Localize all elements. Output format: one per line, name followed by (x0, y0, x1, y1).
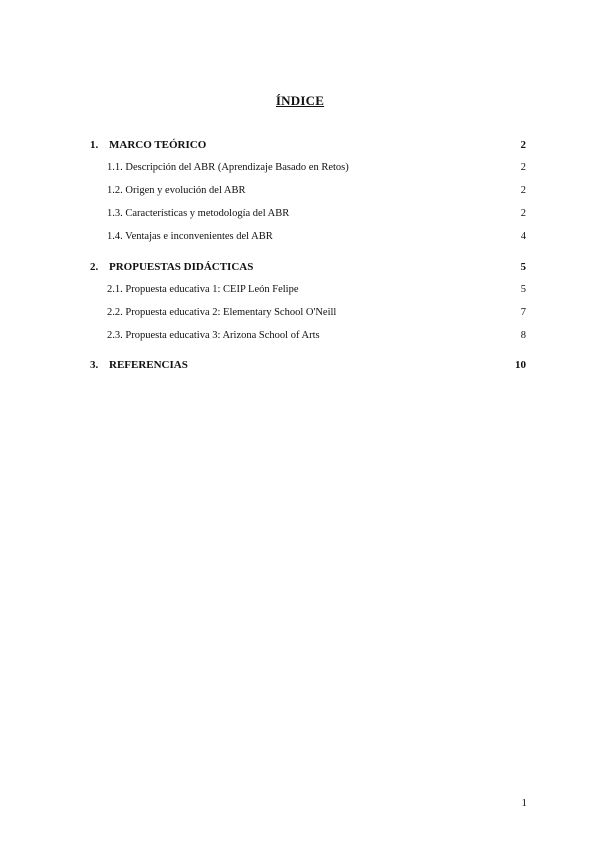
toc-item[interactable] (90, 206, 526, 222)
section-page-number: 5 (520, 261, 526, 273)
toc-item-page: 2 (520, 185, 526, 196)
toc-item-label: 2.2. Propuesta educativa 2: Elementary School O'Neill (107, 307, 337, 318)
toc-item-page: 2 (520, 208, 526, 219)
table-of-contents (90, 137, 526, 371)
toc-section-propuestas-didacticas[interactable] (90, 259, 526, 275)
toc-item[interactable] (90, 183, 526, 199)
section-label: PROPUESTAS DIDÁCTICAS (109, 261, 254, 273)
toc-item[interactable] (90, 328, 526, 344)
section-number: 3. (90, 359, 99, 371)
toc-item-label: 1.2. Origen y evolución del ABR (107, 185, 246, 196)
toc-item-label: 2.1. Propuesta educativa 1: CEIP León Felipe (107, 284, 299, 295)
toc-item-label: 1.1. Descripción del ABR (Aprendizaje Basado en Retos) (107, 162, 349, 173)
page-title: ÍNDICE (275, 93, 325, 108)
toc-item-label: 1.4. Ventajas e inconvenientes del ABR (107, 231, 273, 242)
toc-item-label: 1.3. Características y metodología del ABR (107, 208, 290, 219)
toc-item-page: 8 (520, 330, 526, 341)
section-label: MARCO TEÓRICO (109, 139, 207, 151)
toc-item-page: 2 (520, 162, 526, 173)
footer-page-number: 1 (521, 797, 527, 809)
section-label: REFERENCIAS (109, 359, 188, 371)
toc-item[interactable] (90, 229, 526, 245)
toc-item[interactable] (90, 160, 526, 176)
toc-section-marco-teorico[interactable] (90, 137, 526, 153)
toc-item-page: 4 (520, 231, 526, 242)
section-page-number: 10 (515, 359, 526, 371)
toc-item[interactable] (90, 305, 526, 321)
toc-item-page: 5 (520, 284, 526, 295)
section-page-number: 2 (520, 139, 526, 151)
toc-item-label: 2.3. Propuesta educativa 3: Arizona School of Arts (107, 330, 320, 341)
toc-section-referencias[interactable] (90, 357, 526, 373)
toc-item[interactable] (90, 282, 526, 298)
section-number: 2. (90, 261, 99, 273)
section-number: 1. (90, 139, 99, 151)
toc-item-page: 7 (520, 307, 526, 318)
